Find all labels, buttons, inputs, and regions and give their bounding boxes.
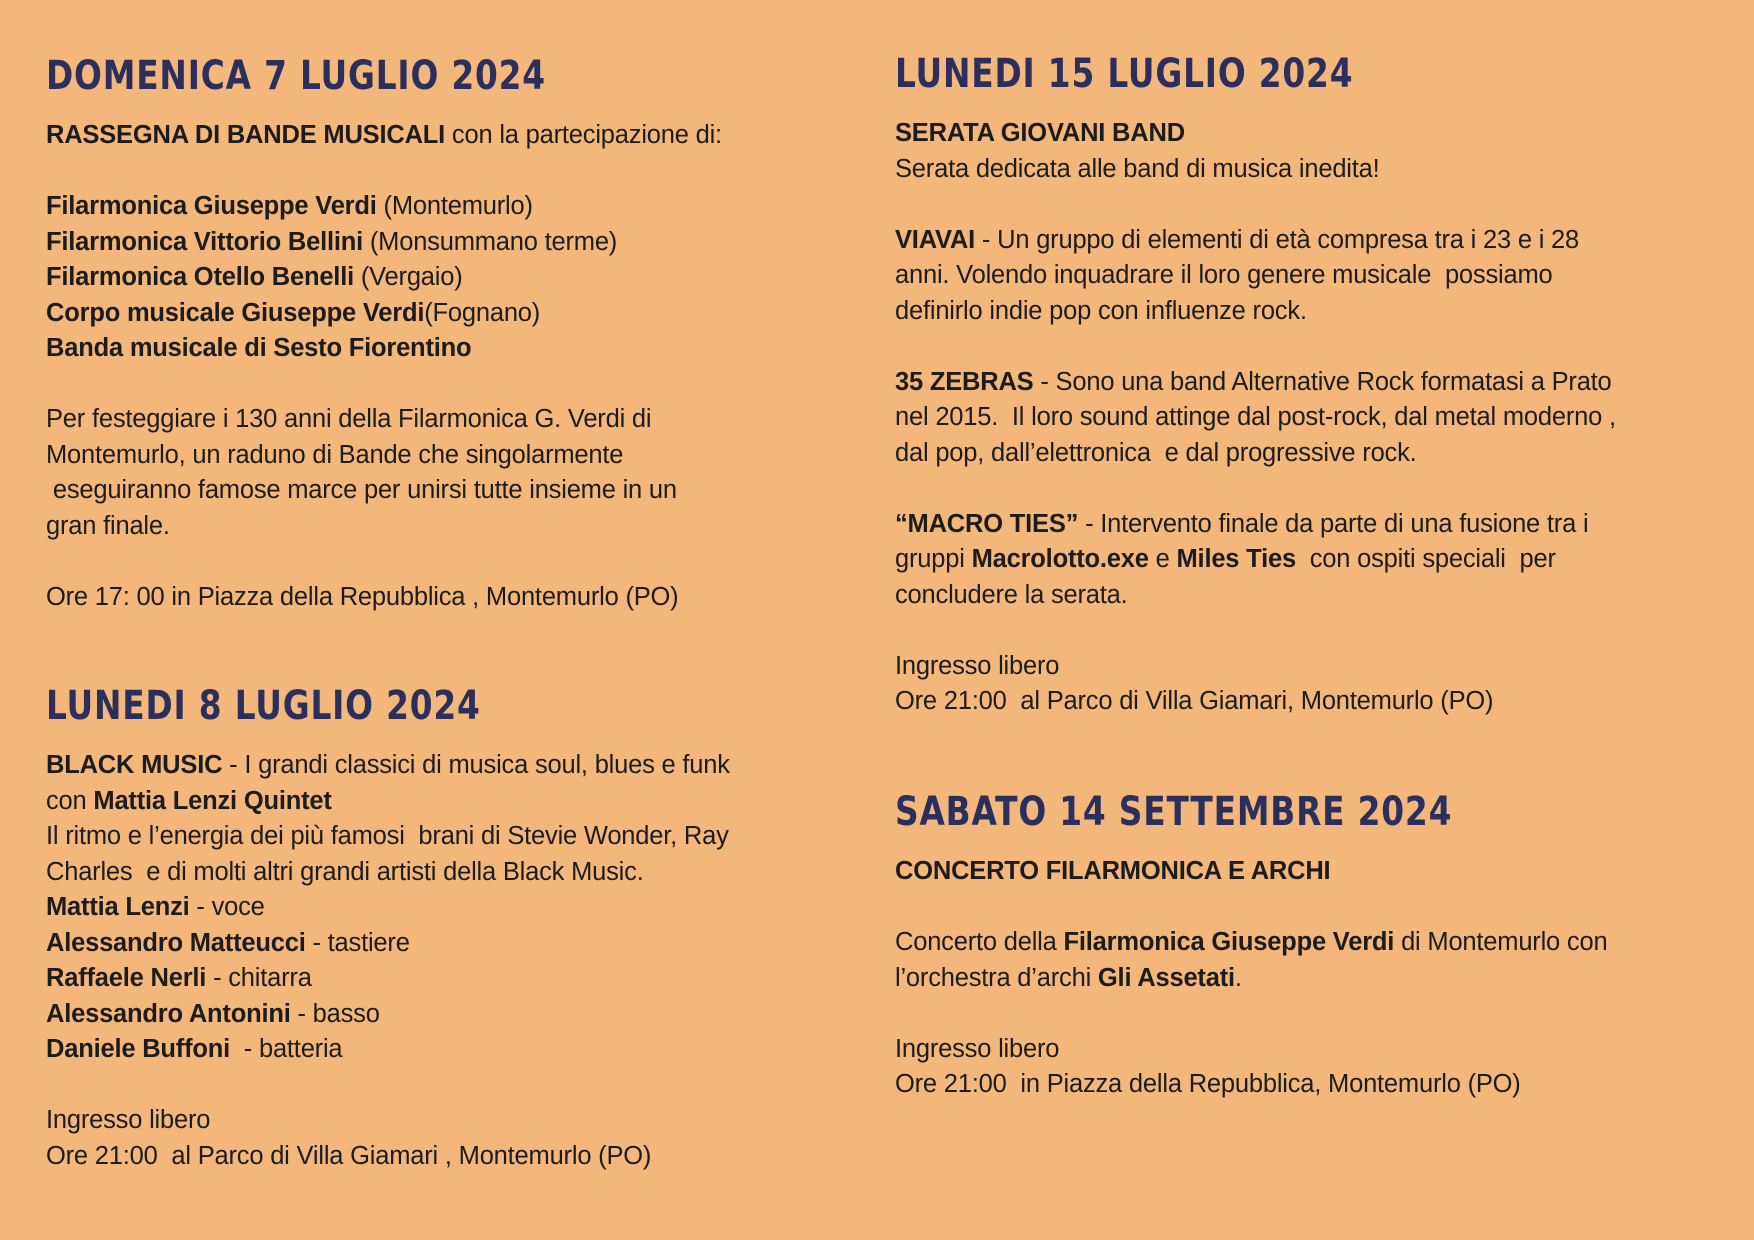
- orchestra-name: Filarmonica Giuseppe Verdi: [1063, 928, 1395, 956]
- event-domenica-7-luglio: [46, 54, 836, 615]
- description-line: Charles e di molti altri grandi artisti della Black Music.: [46, 857, 644, 886]
- band-description-line: definirlo indie pop con influenze rock.: [895, 296, 1307, 325]
- member-line: [46, 961, 836, 997]
- description-line: [895, 925, 1715, 961]
- with-name: Mattia Lenzi Quintet: [93, 786, 332, 815]
- event-title-text: SERATA GIOVANI BAND: [895, 119, 1185, 147]
- band-line: [46, 189, 836, 225]
- band-name: Filarmonica Otello Benelli: [46, 263, 354, 291]
- description-line: Per festeggiare i 130 anni della Filarmonica G. Verdi di: [46, 405, 652, 433]
- description-text: .: [1234, 963, 1242, 992]
- event-lunedi-15-luglio: [895, 52, 1715, 720]
- event-body: [895, 854, 1715, 1103]
- event-title-suffix: con la partecipazione di:: [445, 121, 722, 149]
- event-with-line: [46, 784, 836, 820]
- band-name: Filarmonica Vittorio Bellini: [46, 227, 363, 256]
- band-text: con ospiti speciali per: [1295, 545, 1556, 573]
- orchestra-name: Gli Assetati: [1097, 963, 1235, 992]
- time-place: Ore 21:00 in Piazza della Repubblica, Montemurlo (PO): [895, 1070, 1521, 1098]
- event-body: [895, 116, 1715, 720]
- description-text: Concerto della: [895, 928, 1064, 956]
- entry-info: Ingresso libero: [46, 1106, 211, 1134]
- event-body: [46, 748, 836, 1174]
- band-name: Filarmonica Giuseppe Verdi: [46, 192, 377, 220]
- band-text: e: [1148, 545, 1177, 573]
- time-place: Ore 17: 00 in Piazza della Repubblica , Montemurlo (PO): [46, 582, 679, 611]
- band-line: [46, 296, 836, 332]
- band-description-line: [895, 223, 1715, 259]
- member-role: - voce: [189, 893, 265, 921]
- band-name: Banda musicale di Sesto Fiorentino: [46, 334, 472, 362]
- event-title-suffix: - I grandi classici di musica soul, blues e funk: [222, 751, 730, 779]
- member-role: - basso: [290, 999, 380, 1028]
- member-line: [46, 997, 836, 1033]
- member-line: [46, 890, 836, 926]
- event-sabato-14-settembre: [895, 790, 1715, 1103]
- entry-info: Ingresso libero: [895, 1034, 1060, 1063]
- event-heading: DOMENICA 7 LUGLIO 2024: [46, 53, 546, 99]
- with-prefix: con: [46, 786, 94, 815]
- member-name: Alessandro Matteucci: [46, 928, 306, 957]
- event-heading: SABATO 14 SETTEMBRE 2024: [895, 789, 1453, 835]
- band-name: Corpo musicale Giuseppe Verdi: [46, 298, 425, 327]
- band-place: (Fognano): [424, 298, 541, 327]
- description-line: Montemurlo, un raduno di Bande che singolarmente: [46, 440, 624, 469]
- band-description-line: [895, 365, 1715, 401]
- group-name: Macrolotto.exe: [971, 545, 1149, 573]
- band-text: gruppi: [895, 545, 972, 573]
- member-name: Alessandro Antonini: [46, 999, 291, 1028]
- description-line: eseguiranno famose marce per unirsi tutte insieme in un: [46, 476, 677, 504]
- band-place: (Vergaio): [353, 263, 463, 291]
- event-title-line: [46, 748, 836, 784]
- member-name: Raffaele Nerli: [46, 964, 207, 992]
- description-text: l’orchestra d’archi: [895, 963, 1098, 992]
- member-role: - chitarra: [206, 964, 312, 992]
- time-place: Ore 21:00 al Parco di Villa Giamari , Montemurlo (PO): [46, 1141, 652, 1170]
- event-lunedi-8-luglio: [46, 684, 836, 1174]
- band-place: (Montemurlo): [376, 192, 533, 220]
- member-role: - tastiere: [305, 928, 410, 957]
- member-line: [46, 1032, 836, 1068]
- band-description-line: concludere la serata.: [895, 580, 1128, 609]
- description-text: di Montemurlo con: [1394, 928, 1608, 956]
- event-heading: LUNEDI 8 LUGLIO 2024: [46, 683, 481, 729]
- band-name: 35 ZEBRAS: [895, 367, 1034, 396]
- band-text: - Sono una band Alternative Rock formatasi a Prato: [1033, 367, 1612, 396]
- description-line: [895, 961, 1715, 997]
- event-title: [895, 854, 1715, 890]
- event-title-text: CONCERTO FILARMONICA E ARCHI: [895, 857, 1331, 885]
- member-role: - batteria: [230, 1035, 343, 1063]
- event-subtitle: Serata dedicata alle band di musica inedita!: [895, 154, 1380, 183]
- member-line: [46, 926, 836, 962]
- band-text: - Un gruppo di elementi di età compresa tra i 23 e i 28: [975, 225, 1580, 254]
- description-line: gran finale.: [46, 511, 170, 540]
- band-description-line: [895, 542, 1715, 578]
- band-line: [46, 260, 836, 296]
- band-description-line: dal pop, dall’elettronica e dal progressive rock.: [895, 438, 1417, 467]
- event-title: RASSEGNA DI BANDE MUSICALI: [46, 121, 446, 149]
- band-description-line: anni. Volendo inquadrare il loro genere musicale possiamo: [895, 261, 1553, 289]
- entry-info: Ingresso libero: [895, 651, 1060, 680]
- band-description-line: nel 2015. Il loro sound attinge dal post-rock, dal metal moderno ,: [895, 403, 1616, 431]
- band-place: (Monsummano terme): [363, 227, 618, 256]
- time-place: Ore 21:00 al Parco di Villa Giamari, Montemurlo (PO): [895, 687, 1494, 715]
- band-line: [46, 225, 836, 261]
- band-line: [46, 331, 836, 367]
- event-body: [46, 118, 836, 615]
- member-name: Mattia Lenzi: [46, 893, 190, 921]
- group-name: Miles Ties: [1176, 545, 1296, 573]
- band-description-line: [895, 507, 1715, 543]
- band-text: - Intervento finale da parte di una fusione tra i: [1078, 509, 1589, 538]
- event-title: [895, 116, 1715, 152]
- band-name: VIAVAI: [895, 225, 976, 254]
- member-name: Daniele Buffoni: [46, 1035, 231, 1063]
- event-title: BLACK MUSIC: [46, 751, 223, 779]
- event-heading: LUNEDI 15 LUGLIO 2024: [895, 51, 1354, 97]
- band-name: “MACRO TIES”: [895, 509, 1079, 538]
- description-line: Il ritmo e l’energia dei più famosi brani di Stevie Wonder, Ray: [46, 822, 729, 850]
- event-title-line: [46, 118, 836, 154]
